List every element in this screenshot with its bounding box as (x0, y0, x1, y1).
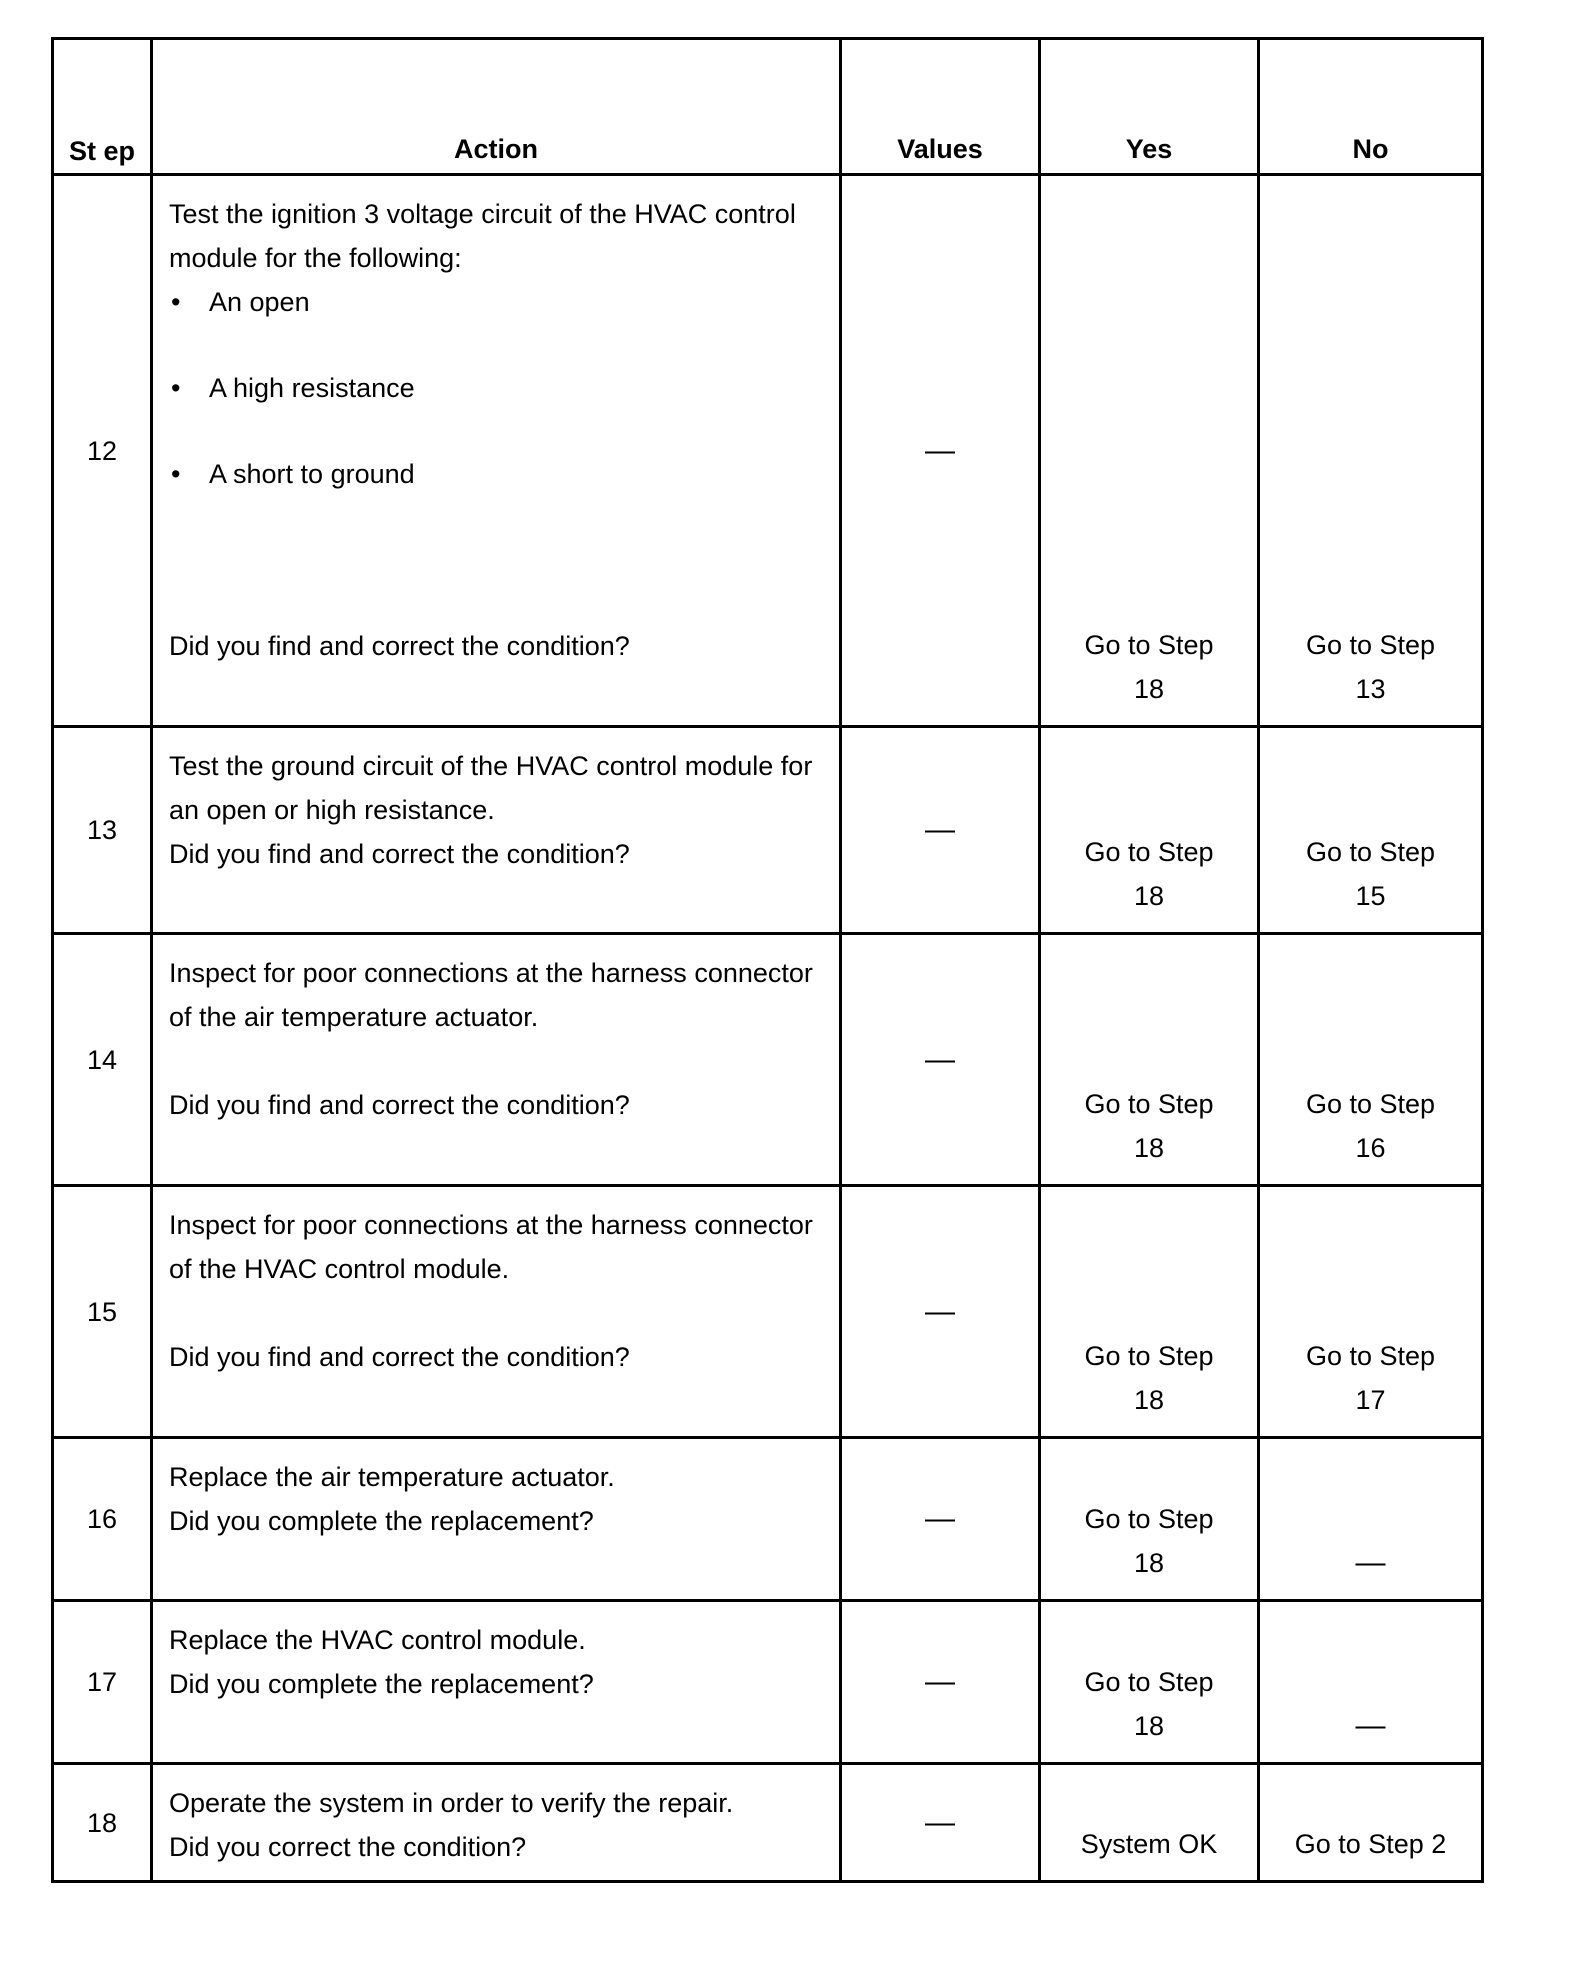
step-number: 16 (53, 1438, 152, 1601)
table-row (53, 1601, 1483, 1764)
header-row (53, 39, 1483, 175)
action-cell (152, 1601, 841, 1764)
yes-line: System OK (1080, 1829, 1218, 1859)
yes-line: 18 (1133, 881, 1165, 911)
action-question: Did you find and correct the condition? (169, 631, 630, 661)
action-question: Did you complete the replacement? (169, 1506, 594, 1536)
table-row (53, 727, 1483, 934)
yes-cell (1040, 175, 1259, 727)
action-text: Replace the HVAC control module. (169, 1625, 586, 1655)
table-row (53, 1438, 1483, 1601)
yes-line: 18 (1133, 1385, 1165, 1415)
yes-cell (1040, 934, 1259, 1186)
yes-line: Go to Step (1084, 1667, 1214, 1697)
action-question: Did you find and correct the condition? (169, 839, 630, 869)
action-text: Replace the air temperature actuator. (169, 1462, 615, 1492)
action-text: Inspect for poor connections at the harness connector of the HVAC control module. (169, 1210, 813, 1284)
yes-cell (1040, 727, 1259, 934)
no-line: — (1355, 1546, 1386, 1579)
no-line: Go to Step (1305, 1341, 1436, 1371)
yes-cell (1040, 1601, 1259, 1764)
header-no: No (1259, 39, 1483, 175)
step-number: 17 (53, 1601, 152, 1764)
header-step: St ep (53, 39, 152, 175)
values-cell: — (841, 727, 1040, 934)
no-line: 16 (1355, 1133, 1386, 1163)
action-cell (152, 727, 841, 934)
header-yes: Yes (1040, 39, 1259, 175)
action-question: Did you find and correct the condition? (169, 1090, 630, 1120)
action-cell (152, 1764, 841, 1882)
action-question: Did you find and correct the condition? (169, 1342, 630, 1372)
action-question: Did you complete the replacement? (169, 1669, 594, 1699)
action-cell (152, 934, 841, 1186)
values-cell: — (841, 175, 1040, 727)
values-cell: — (841, 1438, 1040, 1601)
yes-line: Go to Step (1084, 1504, 1214, 1534)
values-cell: — (841, 1601, 1040, 1764)
yes-cell (1040, 1764, 1259, 1882)
list-item: • A short to ground (169, 452, 829, 496)
action-text: Operate the system in order to verify the repair. (169, 1788, 734, 1818)
values-cell: — (841, 1764, 1040, 1882)
no-cell (1259, 1601, 1483, 1764)
no-cell (1259, 1764, 1483, 1882)
no-cell (1259, 175, 1483, 727)
yes-line: 18 (1133, 1711, 1165, 1741)
table-row (53, 175, 1483, 727)
list-item: • An open (169, 280, 829, 324)
step-number: 12 (53, 175, 152, 727)
no-line: Go to Step 2 (1294, 1829, 1447, 1859)
action-cell (152, 1438, 841, 1601)
table-row (53, 1186, 1483, 1438)
no-line: 13 (1355, 674, 1386, 704)
diagnostic-table (51, 37, 1484, 1883)
values-cell: — (841, 1186, 1040, 1438)
action-text: Test the ground circuit of the HVAC control module for an open or high resistance. (169, 751, 813, 825)
no-line: Go to Step (1305, 1089, 1436, 1119)
action-text: Inspect for poor connections at the harness connector of the air temperature actuator. (169, 958, 813, 1032)
no-cell (1259, 1186, 1483, 1438)
table-row (53, 1764, 1483, 1882)
no-line: 17 (1355, 1385, 1386, 1415)
no-cell (1259, 934, 1483, 1186)
no-cell (1259, 727, 1483, 934)
yes-line: Go to Step (1084, 1341, 1214, 1371)
condition-list (169, 280, 829, 496)
yes-cell (1040, 1438, 1259, 1601)
values-cell: — (841, 934, 1040, 1186)
header-values: Values (841, 39, 1040, 175)
step-number: 18 (53, 1764, 152, 1882)
yes-line: 18 (1133, 1133, 1165, 1163)
yes-line: Go to Step (1084, 1089, 1214, 1119)
yes-line: Go to Step (1084, 837, 1214, 867)
yes-line: 18 (1133, 1548, 1165, 1578)
step-number: 14 (53, 934, 152, 1186)
no-line: Go to Step (1305, 630, 1436, 660)
no-line: — (1355, 1709, 1386, 1742)
no-line: Go to Step (1305, 837, 1436, 867)
yes-line: Go to Step (1084, 630, 1214, 660)
action-text: Test the ignition 3 voltage circuit of the HVAC control module for the following: (169, 199, 796, 273)
yes-line: 18 (1133, 674, 1165, 704)
action-cell (152, 175, 841, 727)
action-cell (152, 1186, 841, 1438)
header-action: Action (152, 39, 841, 175)
table-row (53, 934, 1483, 1186)
action-question: Did you correct the condition? (169, 1832, 527, 1862)
step-number: 13 (53, 727, 152, 934)
step-number: 15 (53, 1186, 152, 1438)
yes-cell (1040, 1186, 1259, 1438)
no-cell (1259, 1438, 1483, 1601)
no-line: 15 (1355, 881, 1386, 911)
list-item: • A high resistance (169, 366, 829, 410)
